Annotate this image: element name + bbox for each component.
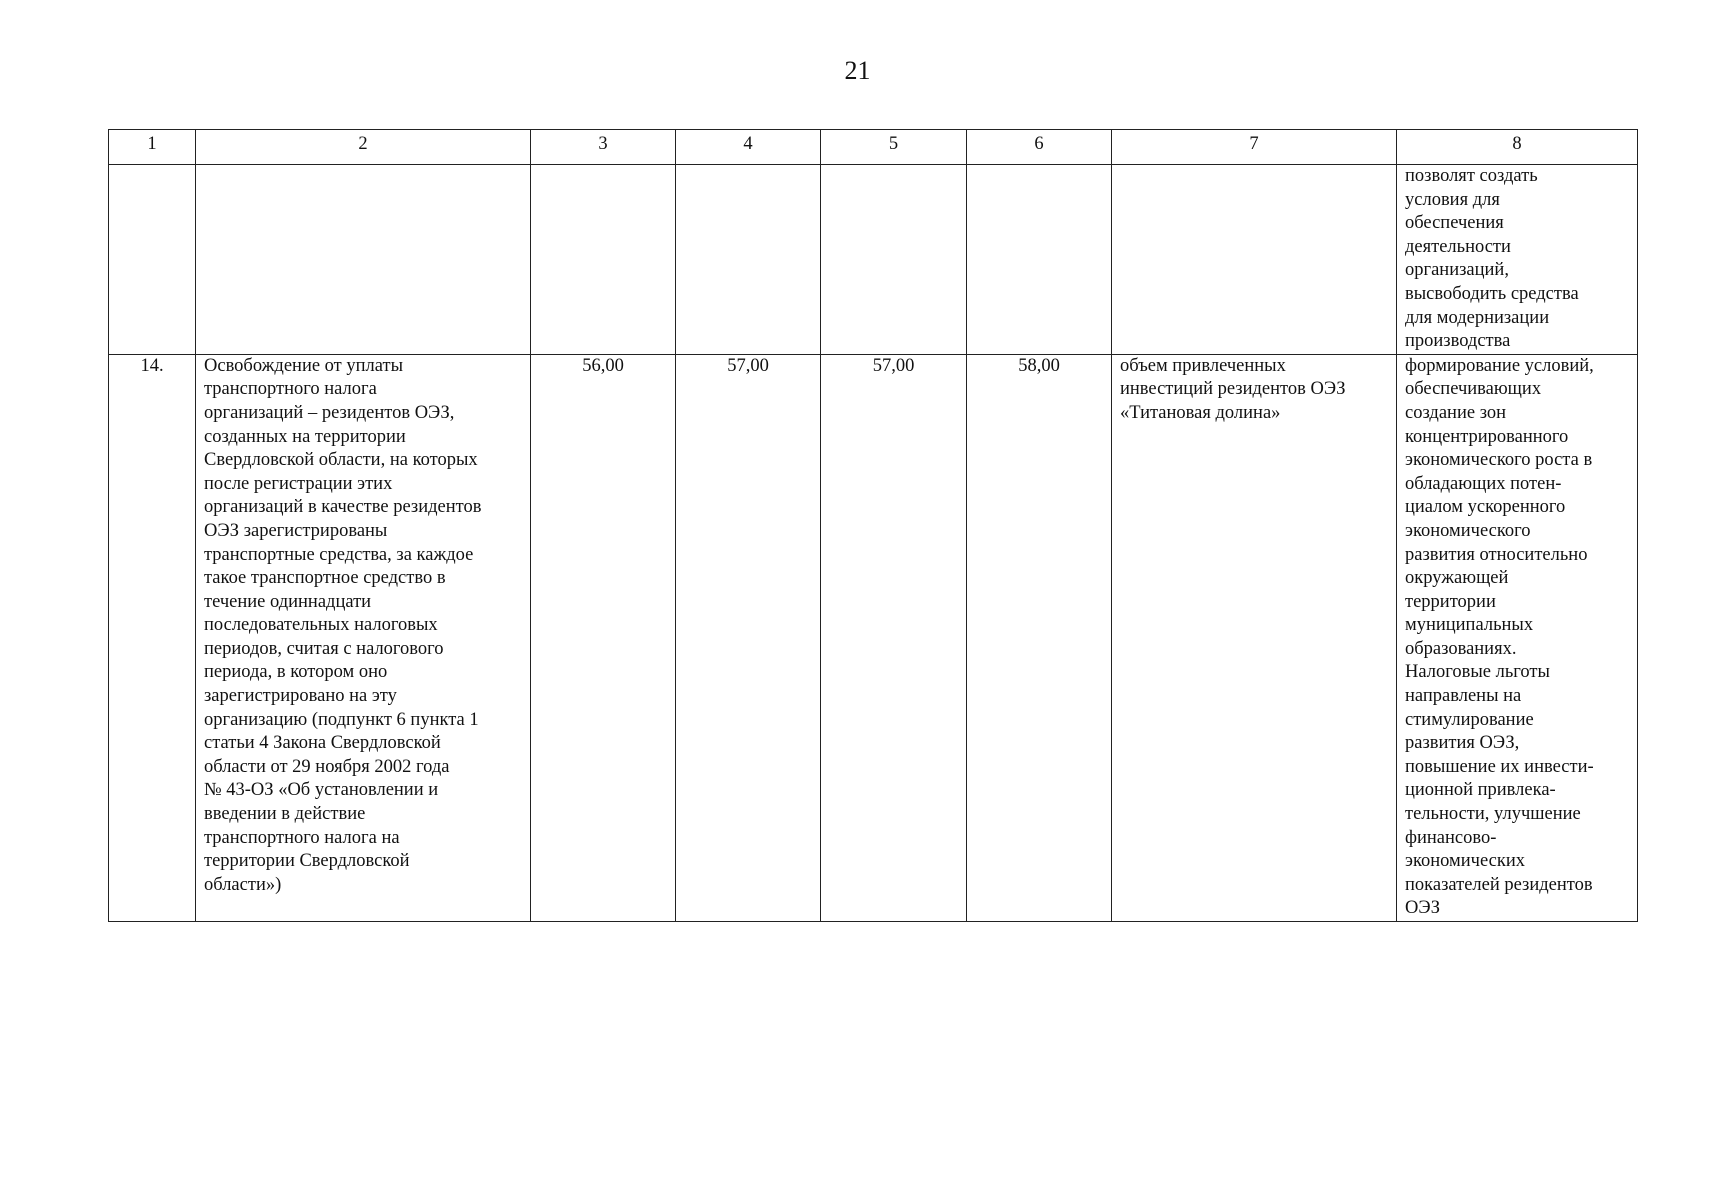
value-col-6: 58,00 bbox=[967, 354, 1112, 921]
benefits-table bbox=[108, 129, 1638, 922]
text-line: последовательных налоговых bbox=[204, 615, 438, 636]
text-line: введении в действие bbox=[204, 804, 366, 825]
cell-empty bbox=[676, 165, 821, 355]
header-col-2: 2 bbox=[196, 130, 531, 165]
cell-empty bbox=[1112, 165, 1397, 355]
text-line: муниципальных bbox=[1405, 615, 1534, 636]
header-col-3: 3 bbox=[531, 130, 676, 165]
page-number: 21 bbox=[844, 56, 871, 85]
text-line: области») bbox=[204, 874, 282, 895]
text-line: концентрированного bbox=[1405, 426, 1569, 447]
cell-empty bbox=[967, 165, 1112, 355]
text-line: после регистрации этих bbox=[204, 473, 393, 494]
value-col-4: 57,00 bbox=[676, 354, 821, 921]
continuation-goal-cell bbox=[1397, 165, 1638, 355]
header-col-7: 7 bbox=[1112, 130, 1397, 165]
text-line: финансово- bbox=[1405, 827, 1497, 848]
text-line: развития относительно bbox=[1405, 544, 1588, 565]
value-col-5: 57,00 bbox=[821, 354, 967, 921]
text-line: организаций – резидентов ОЭЗ, bbox=[204, 402, 455, 423]
text-line: созданных на территории bbox=[204, 426, 406, 447]
text-line: для модернизации bbox=[1405, 307, 1550, 328]
text-line: территории bbox=[1405, 591, 1496, 612]
text-line: объем привлеченных bbox=[1120, 355, 1286, 376]
text-line: зарегистрировано на эту bbox=[204, 686, 397, 707]
text-line: Освобождение от уплаты bbox=[204, 355, 404, 376]
text-line: обеспечения bbox=[1405, 213, 1504, 234]
cell-empty bbox=[821, 165, 967, 355]
text-line: развития ОЭЗ, bbox=[1405, 733, 1520, 754]
text-line: повышение их инвести- bbox=[1405, 756, 1594, 777]
text-line: высвободить средства bbox=[1405, 283, 1579, 304]
text-line: тельности, улучшение bbox=[1405, 804, 1581, 825]
text-line: обеспечивающих bbox=[1405, 379, 1542, 400]
text-line: инвестиций резидентов ОЭЗ bbox=[1120, 379, 1346, 400]
text-line: Налоговые льготы bbox=[1405, 662, 1550, 683]
text-line: экономических bbox=[1405, 851, 1525, 872]
text-line: периода, в котором оно bbox=[204, 662, 388, 683]
text-line: образованиях. bbox=[1405, 638, 1517, 659]
text-line: области от 29 ноября 2002 года bbox=[204, 756, 450, 777]
text-line: ОЭЗ зарегистрированы bbox=[204, 520, 388, 541]
text-line: транспортного налога bbox=[204, 379, 377, 400]
text-line: организацию (подпункт 6 пункта 1 bbox=[204, 709, 479, 730]
text-line: такое транспортное средство в bbox=[204, 568, 446, 589]
text-line: Свердловской области, на которых bbox=[204, 450, 478, 471]
text-line: статьи 4 Закона Свердловской bbox=[204, 733, 441, 754]
cell-empty bbox=[196, 165, 531, 355]
header-col-1: 1 bbox=[109, 130, 196, 165]
text-line: показателей резидентов bbox=[1405, 874, 1593, 895]
text-line: создание зон bbox=[1405, 402, 1507, 423]
text-line: циалом ускоренного bbox=[1405, 497, 1566, 518]
text-line: деятельности bbox=[1405, 236, 1511, 257]
text-line: производства bbox=[1405, 331, 1511, 352]
goal-cell bbox=[1397, 354, 1638, 921]
value-col-3: 56,00 bbox=[531, 354, 676, 921]
table-row-continuation bbox=[109, 165, 1638, 355]
cell-empty bbox=[531, 165, 676, 355]
header-col-5: 5 bbox=[821, 130, 967, 165]
header-col-8: 8 bbox=[1397, 130, 1638, 165]
text-line: транспортные средства, за каждое bbox=[204, 544, 474, 565]
text-line: позволят создать bbox=[1405, 166, 1538, 186]
text-line: ционной привлека- bbox=[1405, 780, 1556, 801]
table-row-14 bbox=[109, 354, 1638, 921]
text-line: «Титановая долина» bbox=[1120, 402, 1281, 423]
text-line: условия для bbox=[1405, 189, 1500, 210]
text-line: экономического роста в bbox=[1405, 450, 1593, 471]
text-line: ОЭЗ bbox=[1405, 898, 1441, 919]
header-row bbox=[109, 130, 1638, 165]
text-line: территории Свердловской bbox=[204, 851, 410, 872]
row-number: 14. bbox=[109, 354, 196, 921]
cell-empty bbox=[109, 165, 196, 355]
text-line: организаций в качестве резидентов bbox=[204, 497, 482, 518]
benefit-description bbox=[196, 354, 531, 921]
header-col-6: 6 bbox=[967, 130, 1112, 165]
text-line: формирование условий, bbox=[1405, 355, 1594, 376]
text-line: экономического bbox=[1405, 520, 1531, 541]
text-line: № 43-ОЗ «Об установлении и bbox=[204, 780, 439, 801]
text-line: организаций, bbox=[1405, 260, 1509, 281]
text-line: течение одиннадцати bbox=[204, 591, 372, 612]
text-line: окружающей bbox=[1405, 568, 1509, 589]
text-line: направлены на bbox=[1405, 686, 1522, 707]
header-col-4: 4 bbox=[676, 130, 821, 165]
text-line: стимулирование bbox=[1405, 709, 1534, 730]
text-line: периодов, считая с налогового bbox=[204, 638, 444, 659]
text-line: транспортного налога на bbox=[204, 827, 400, 848]
indicator-cell bbox=[1112, 354, 1397, 921]
text-line: обладающих потен- bbox=[1405, 473, 1562, 494]
